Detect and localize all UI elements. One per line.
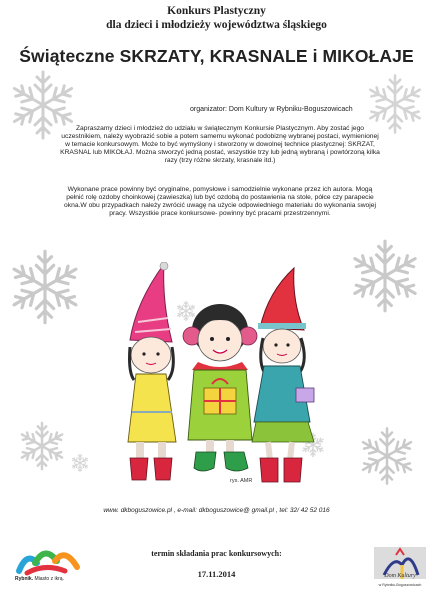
snowflake-icon [16, 420, 68, 472]
elf-green [183, 304, 257, 471]
intro-paragraph: Zapraszamy dzieci i młodzież do udziału w świątecznym Konkursie Plastycznym. Aby zostać jego uczestnikiem, należy wyobrazić sobie a potem samemu wykonać podobiznę wybranej postaci, wymienionej w temacie konkursowym. Może to być wymyślony i stworzony w dowolnej technice plastycznej: SKRZAT, KRASNAL lub MIKOŁAJ. Można stworzyć jedną postać, wszystkie trzy lub jedną wybraną i powtórzoną kilka razy (trzy różne skrzaty, krasnale itd.) [60, 125, 380, 164]
dom-kultury-name: Dom Kultury [384, 573, 416, 579]
contact-line: www. dkboguszowice.pl , e-mail: dkboguszowice@ gmail.pl , tel: 32/ 42 52 016 [103, 507, 330, 514]
elf-yellow [128, 262, 176, 480]
contest-label: Konkurs Plastyczny [167, 5, 266, 17]
dom-kultury-sub: w Rybniku-Boguszowicach [378, 583, 422, 587]
contest-title: Świąteczne SKRZATY, KRASNALE i MIKOŁAJE [19, 46, 414, 66]
elf-teal [252, 268, 314, 482]
rules-paragraph: Wykonane prace powinny być oryginalne, pomysłowe i samodzielnie wykonane przez ich autora. Mogą pełnić rolę ozdoby choinkowej (zawieszka) lub być ozdobą do postawienia na stole, półce czy parapecie okna.W obu przypadkach należy zwrócić uwagę na użycie odpowiedniego materiału do wykonania swojej pracy. Wszystkie prace konkursowe- powinny być pracami przestrzennymi. [64, 186, 376, 217]
snowflake-icon [346, 237, 424, 315]
elves-illustration [108, 262, 338, 490]
rybnik-slogan [15, 576, 64, 582]
snowflake-icon [5, 247, 85, 327]
snowflake-icon [70, 453, 90, 473]
deadline-label: termin składania prac konkursowych: [151, 549, 282, 558]
rybnik-name: Rybnik. [15, 576, 34, 582]
snowflake-icon [356, 425, 418, 487]
organizer-line: organizator: Dom Kultury w Rybniku-Boguszowicach [190, 106, 353, 113]
contest-audience: dla dzieci i młodzieży województwa śląskiego [106, 19, 327, 31]
artist-signature: rys. AMR [230, 478, 253, 484]
rybnik-tagline: Miasto z ikrą. [34, 576, 64, 582]
deadline-date: 17.11.2014 [197, 569, 236, 579]
